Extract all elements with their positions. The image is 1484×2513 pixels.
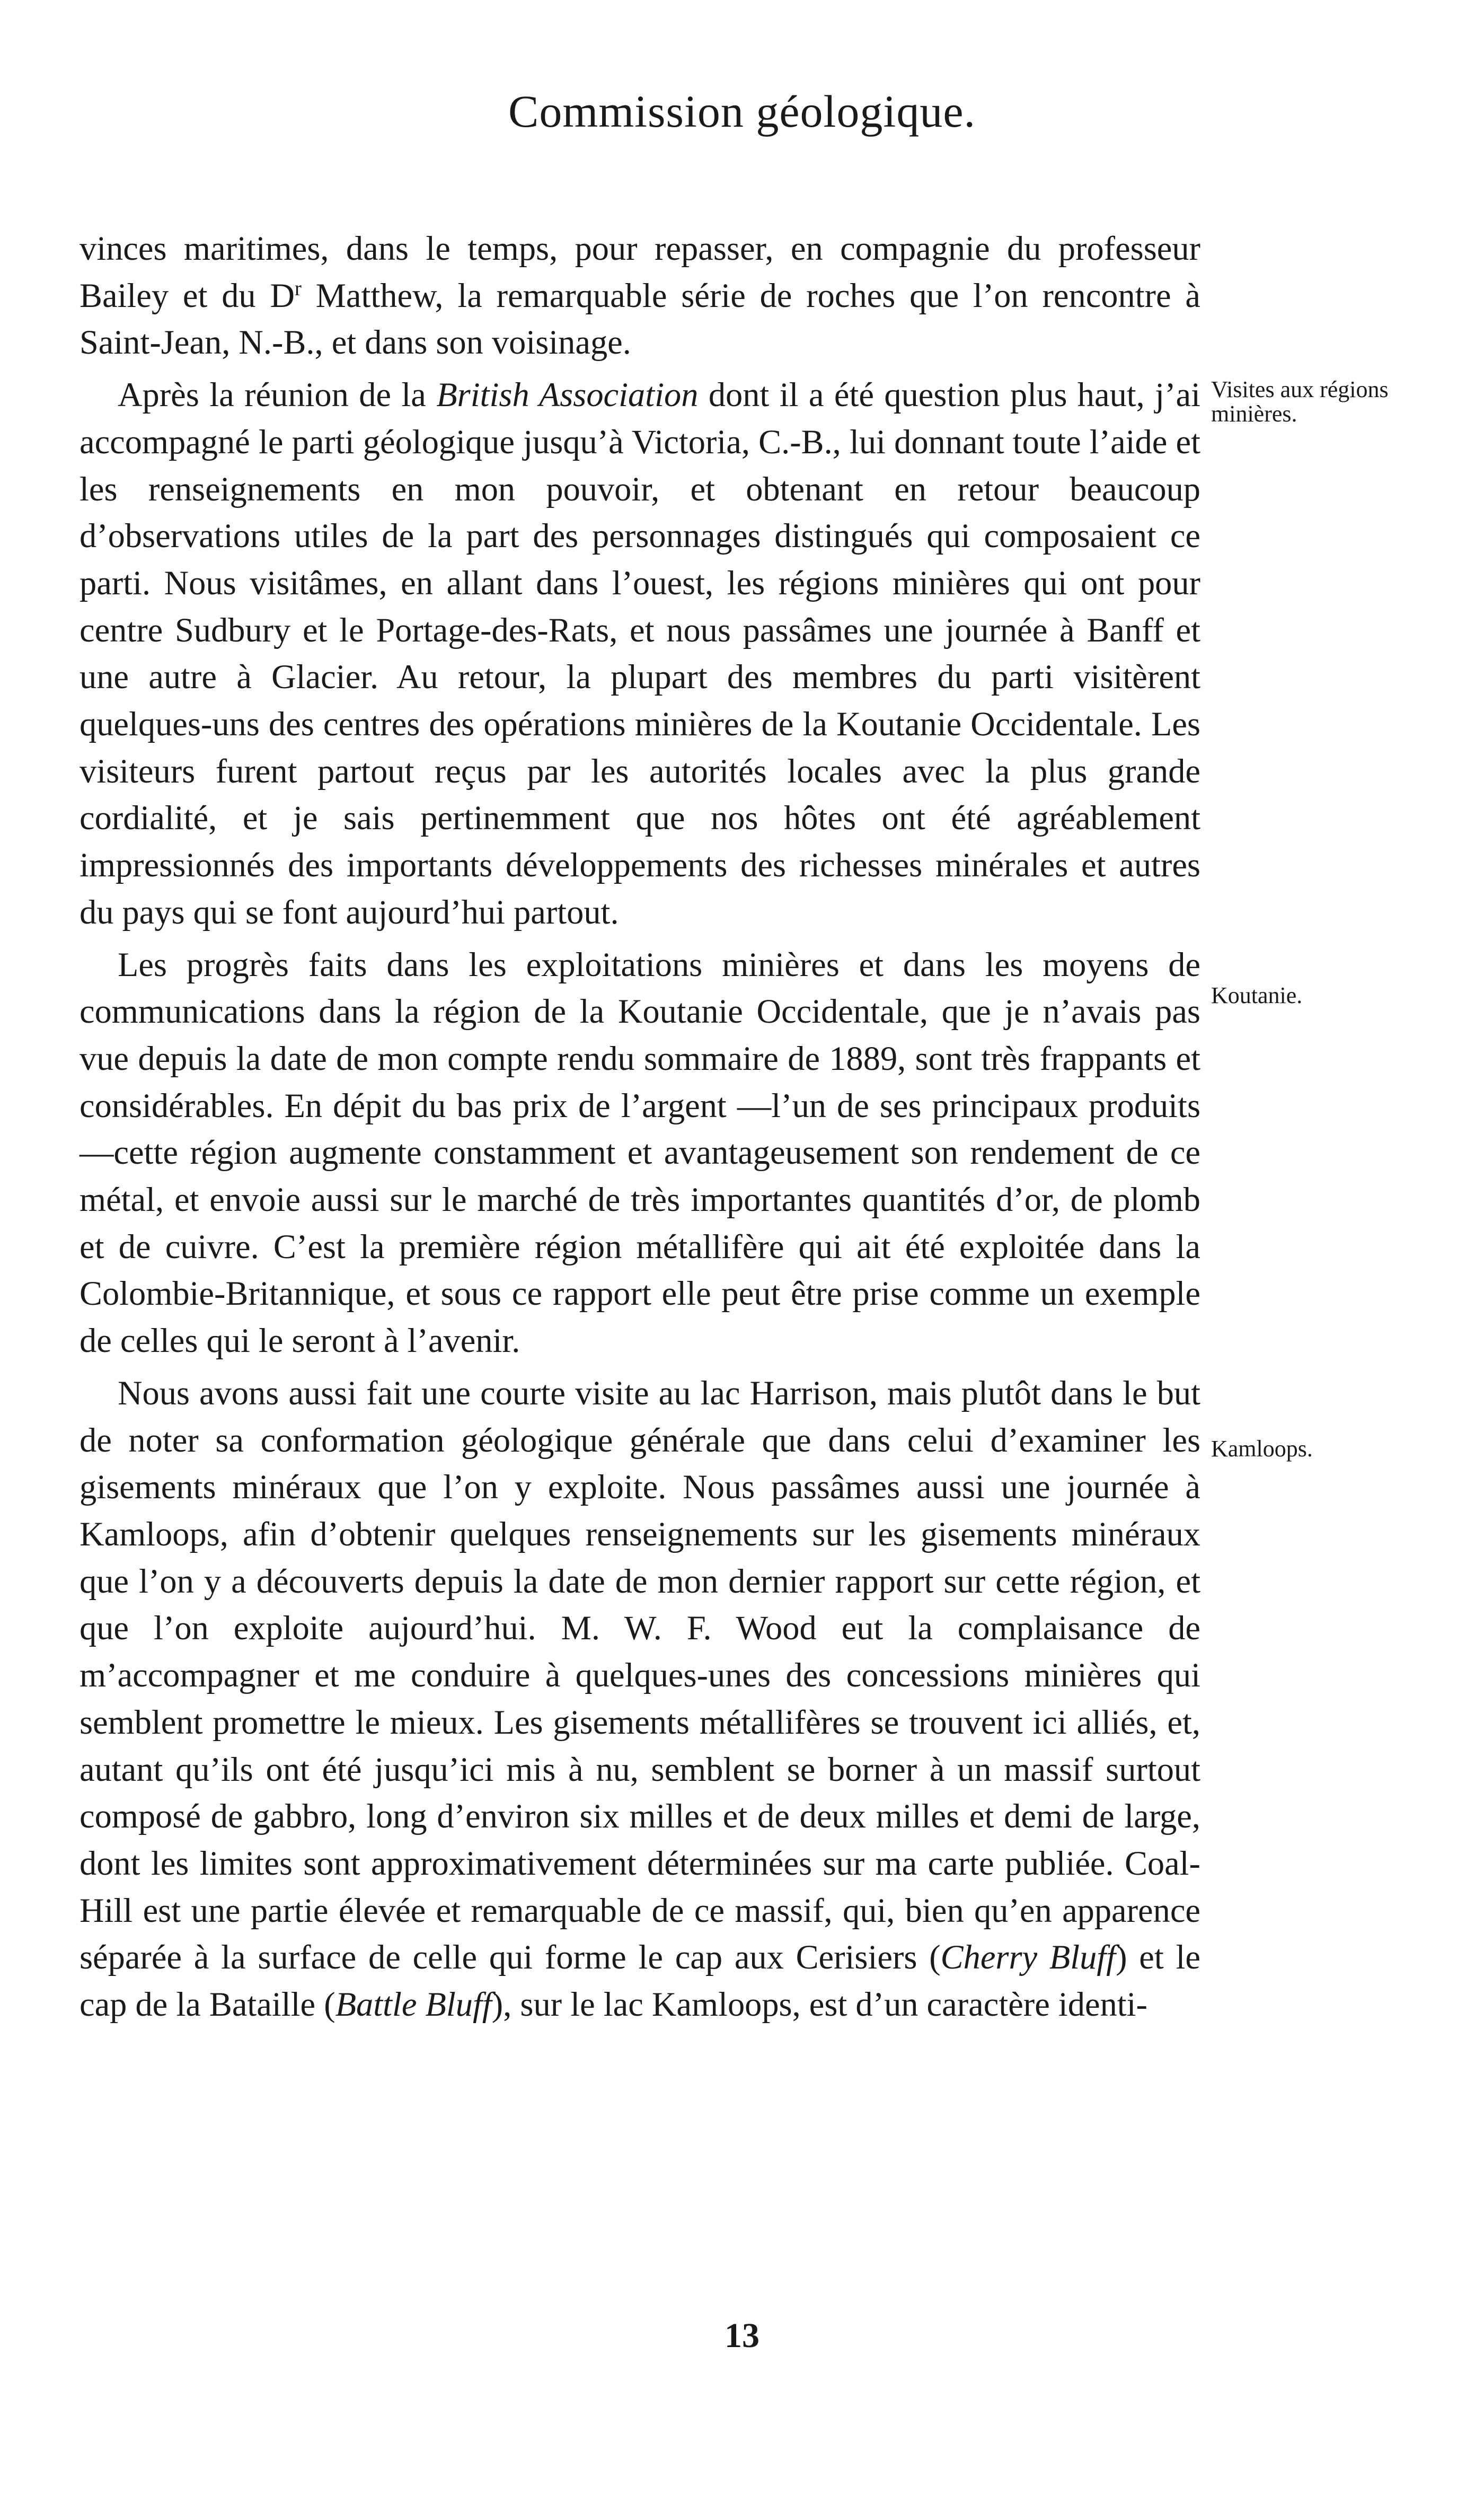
superscript-r: r [294, 277, 302, 300]
paragraph-2-text-b: dont il a été question plus haut, j’ai accompagné le parti géologique jusqu’à Victoria, C.-B., lui donnant toute l’aide et les renseignements en mon pouvoir, et obtenant en retour beaucoup d’observations utiles de la part des personnages distingués qui composaient ce parti. Nous visitâmes, en allant dans l’ouest, les régions minières qui ont pour centre Sudbury et le Portage-des-Rats, et nous passâmes une journée à Banff et une autre à Glacier. Au retour, la plupart des membres du parti visitèrent quelques-uns des centres des opérations minières de la Koutanie Occidentale. Les visiteurs furent partout reçus par les autorités locales avec la plus grande cordialité, et je sais pertinemment que nos hôtes ont été agréablement impressionnés des importants développements des richesses minérales et autres du pays qui se font aujourd’hui partout. [80, 376, 1200, 931]
paragraph-3: Les progrès faits dans les exploitations minières et dans les moyens de communications dans la région de la Koutanie Occidentale, que je n’avais pas vue depuis la date de mon compte rendu sommaire de 1889, sont très frappants et considérables. En dépit du bas prix de l’argent —l’un de ses principaux produits—cette région augmente constamment et avantageusement son rendement de ce métal, et envoie aussi sur le marché de très importantes quantités d’or, de plomb et de cuivre. C’est la première région métallifère qui ait été exploitée dans la Colombie-Britannique, et sous ce rapport elle peut être prise comme un exemple de celles qui le seront à l’avenir. [80, 945, 1200, 1360]
paragraph-1-text-b: Matthew, la remarquable série de roches que l’on rencontre à Saint-Jean, N.-B., et dans son voisinage. [80, 276, 1200, 362]
paragraph-2-text-a: Après la réunion de la [118, 376, 437, 414]
paragraph-4-text-c: ), sur le lac Kamloops, est d’un caractère identi- [491, 1985, 1147, 2024]
paragraph-4-italic-2: Battle Bluff [335, 1985, 492, 2024]
body-text [80, 225, 1200, 2028]
paragraph-2-italic: British Association [436, 376, 699, 414]
sidenote-kamloops: Kamloops. [1211, 1436, 1313, 1462]
paragraph-4-italic-1: Cherry Bluff [940, 1938, 1116, 1976]
paragraph-1 [80, 225, 1200, 366]
paragraph-4-text-a: Nous avons aussi fait une courte visite au lac Harrison, mais plutôt dans le but de noter sa conformation géologique générale que dans celui d’examiner les gisements minéraux que l’on y exploite. Nous passâmes aussi une journée à Kamloops, afin d’obtenir quelques renseignements sur les gisements minéraux que l’on y a découverts depuis la date de mon dernier rapport sur cette région, et que l’on exploite aujourd’hui. M. W. F. Wood eut la complaisance de m’accompagner et me conduire à quelques-unes des concessions minières qui semblent promettre le mieux. Les gisements métallifères se trouvent ici alliés, et, autant qu’ils ont été jusqu’ici mis à nu, semblent se borner à un massif surtout composé de gabbro, long d’environ six milles et de deux milles et demi de large, dont les limites sont approximativement déterminées sur ma carte publiée. Coal-Hill est une partie élevée et remarquable de ce massif, qui, bien qu’en apparence séparée à la surface de celle qui forme le cap aux Cerisiers ( [80, 1374, 1200, 1976]
paragraph-4-text-b: ) et le cap de la Bataille ( [80, 1938, 1200, 2024]
sidenote-koutanie: Koutanie. [1211, 982, 1303, 1008]
sidenote-visites: Visites aux régions minières. [1211, 376, 1389, 427]
paragraph-2 [80, 372, 1200, 936]
page-header-title: Commission géologique. [508, 86, 976, 137]
paragraph-1-text-a: vinces maritimes, dans le temps, pour repasser, en compagnie du professeur Bailey et du D [80, 230, 1200, 314]
paragraph-4 [80, 1370, 1200, 2028]
page-number: 13 [725, 2316, 759, 2355]
